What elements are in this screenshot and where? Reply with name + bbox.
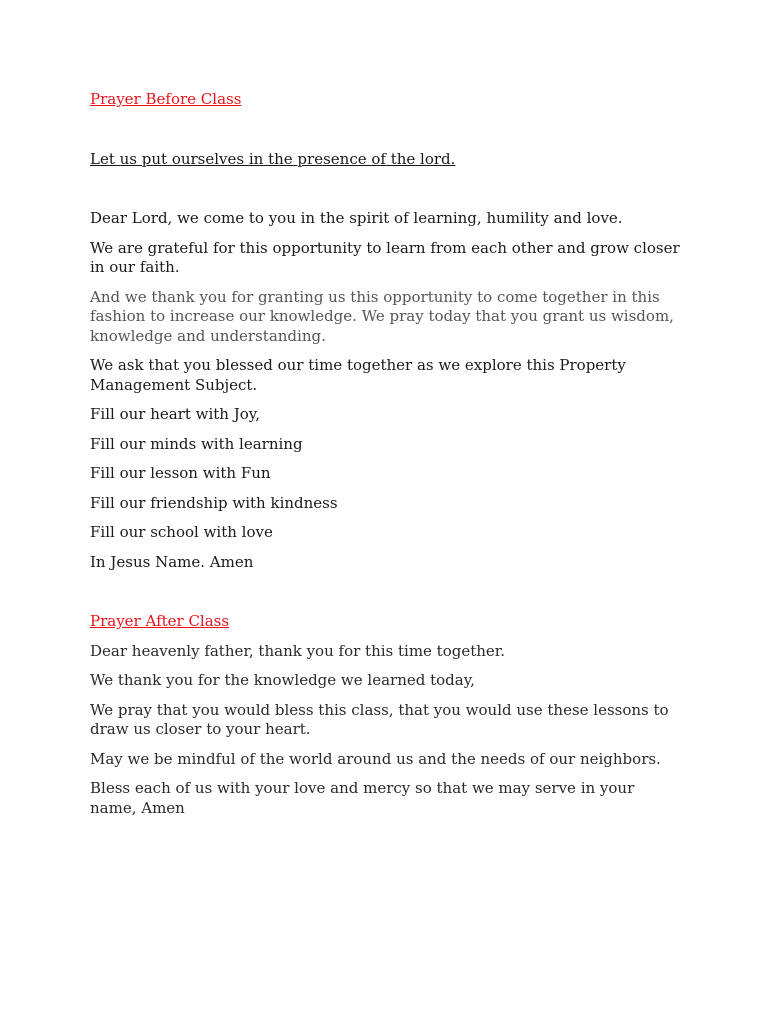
prayer-before-class-title: Prayer Before Class (90, 90, 242, 108)
prayer-after-class-title: Prayer After Class (90, 612, 230, 630)
after-paragraph-4: May we be mindful of the world around us and the needs of our neighbors. (90, 749, 661, 768)
before-paragraph-7: Fill our lesson with Fun (90, 464, 271, 482)
before-paragraph-9: Fill our school with love (90, 523, 273, 541)
after-paragraph-3: We pray that you would bless this class, that you would use these lessons to draw us closer to your heart. (90, 700, 669, 738)
before-paragraph-10: In Jesus Name. Amen (90, 552, 254, 571)
section-spacer (90, 582, 680, 612)
before-paragraph-8: Fill our friendship with kindness (90, 493, 338, 512)
document-page (90, 90, 680, 828)
before-paragraph-1: Dear Lord, we come to you in the spirit of learning, humility and love. (90, 209, 623, 227)
after-paragraph-1: Dear heavenly father, thank you for this time together. (90, 641, 506, 660)
before-paragraph-5: Fill our heart with Joy, (90, 405, 261, 423)
before-paragraph-4: We ask that you blessed our time together as we explore this Property Management Subject. (90, 356, 626, 394)
after-paragraph-2: We thank you for the knowledge we learned today, (90, 671, 475, 689)
before-paragraph-3: And we thank you for granting us this opportunity to come together in this fashion to increase our knowledge. We pray today that you grant us wisdom, knowledge and understanding. (90, 287, 674, 345)
before-paragraph-2: We are grateful for this opportunity to learn from each other and grow closer in our faith. (90, 238, 680, 276)
before-paragraph-6: Fill our minds with learning (90, 434, 303, 453)
intro-line: Let us put ourselves in the presence of the lord. (90, 149, 456, 168)
after-paragraph-5: Bless each of us with your love and mercy so that we may serve in your name, Amen (90, 779, 635, 817)
